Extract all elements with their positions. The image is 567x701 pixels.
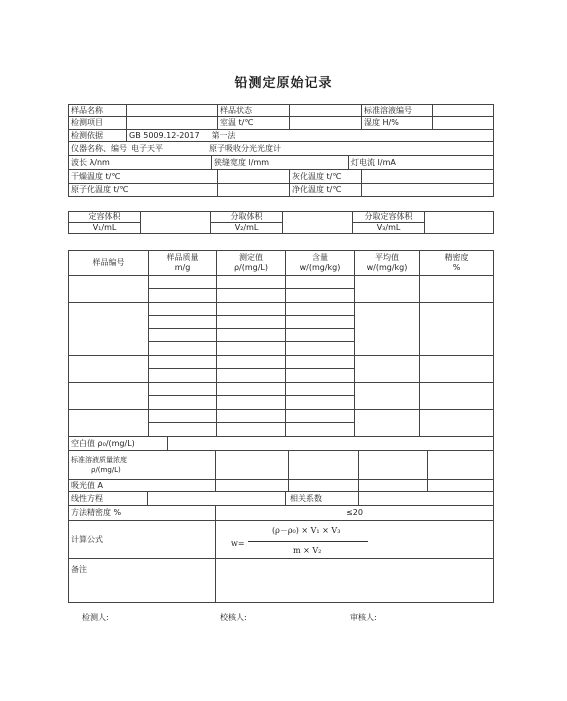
measured-cell[interactable] (217, 316, 286, 329)
sample-status-field[interactable] (290, 105, 362, 117)
precision-cell[interactable] (420, 276, 494, 303)
std-conc-cell[interactable] (216, 451, 289, 479)
absorbance-cell[interactable] (359, 480, 428, 491)
page-title: 铅测定原始记录 (234, 76, 333, 91)
humidity-field[interactable] (433, 117, 494, 130)
mass-cell[interactable] (149, 342, 217, 356)
formula-w: w= (231, 539, 245, 548)
test-item-label: 检测项目 (69, 117, 127, 130)
measured-cell[interactable] (217, 356, 286, 369)
volume-table (68, 211, 494, 234)
measured-cell[interactable] (217, 289, 286, 303)
mass-cell[interactable] (149, 329, 217, 342)
absorbance-row (69, 480, 494, 492)
measured-cell[interactable] (217, 369, 286, 383)
measured-cell[interactable] (217, 410, 286, 423)
mass-cell[interactable] (149, 356, 217, 369)
atom-temp-field[interactable] (218, 184, 290, 197)
slit-width-label: 狭缝宽度 l/mm (212, 156, 349, 169)
mass-cell[interactable] (149, 423, 217, 437)
test-basis-value: GB 5009.12-2017 (129, 130, 200, 140)
sample-no-cell[interactable] (69, 410, 149, 437)
content-cell[interactable] (286, 289, 355, 303)
corr-coef-label: 相关系数 (286, 492, 359, 505)
sample-no-cell[interactable] (69, 383, 149, 410)
std-conc-row (69, 451, 494, 480)
atom-temp-label: 原子化温度 t/℃ (69, 184, 218, 197)
blank-label: 空白值 ρ₀/(mg/L) (69, 437, 168, 450)
content-cell[interactable] (286, 303, 355, 316)
sample-status-label: 样品状态 (218, 105, 290, 117)
method-precision-label: 方法精密度 % (69, 506, 216, 520)
results-table (68, 250, 494, 603)
dry-temp-field[interactable] (218, 170, 290, 184)
v1-field[interactable] (141, 212, 211, 234)
v2-field[interactable] (283, 212, 353, 234)
v1-label: 定容体积 (69, 212, 141, 223)
mass-cell[interactable] (149, 289, 217, 303)
blank-field[interactable] (168, 437, 493, 450)
mass-cell[interactable] (149, 276, 217, 289)
room-temp-field[interactable] (290, 117, 362, 130)
header-measured-value: 测定值 ρ/(mg/L) (217, 251, 286, 276)
absorbance-label: 吸光值 A (69, 480, 216, 491)
humidity-label: 湿度 H/% (362, 117, 433, 130)
content-cell[interactable] (286, 342, 355, 356)
std-conc-cell[interactable] (289, 451, 359, 479)
content-cell[interactable] (286, 383, 355, 396)
precision-cell[interactable] (420, 410, 494, 437)
measured-cell[interactable] (217, 329, 286, 342)
std-conc-cell[interactable] (428, 451, 493, 479)
header-sample-mass: 样品质量 m/g (149, 251, 217, 276)
instrument-value: 电子天平 (131, 143, 163, 153)
test-item-field[interactable] (127, 117, 218, 130)
linear-eq-row (69, 492, 494, 506)
v3-field[interactable] (425, 212, 494, 234)
mass-cell[interactable] (149, 303, 217, 316)
std-conc-label: 标准溶液质量浓度 ρ/(mg/L) (69, 451, 216, 479)
formula-label: 计算公式 (69, 521, 216, 558)
content-cell[interactable] (286, 356, 355, 369)
v2-label: 分取体积 (211, 212, 283, 223)
content-cell[interactable] (286, 410, 355, 423)
measured-cell[interactable] (217, 423, 286, 437)
linear-eq-label: 线性方程 (69, 492, 148, 505)
lamp-current-label: 灯电流 I/mA (351, 157, 396, 167)
test-basis-field[interactable] (127, 130, 494, 142)
wavelength-row (69, 156, 494, 170)
ash-temp-field[interactable] (362, 170, 494, 184)
tester-signature: 检测人: (82, 613, 109, 622)
formula-numerator: (ρ－ρ₀) × V₁ × V₃ (272, 526, 341, 535)
measured-cell[interactable] (217, 342, 286, 356)
content-cell[interactable] (286, 369, 355, 383)
method-precision-row (69, 506, 494, 521)
v1-unit: V₁/mL (69, 223, 141, 234)
average-cell[interactable] (355, 356, 420, 383)
absorbance-cell[interactable] (289, 480, 359, 491)
purge-temp-label: 净化温度 t/℃ (290, 184, 362, 197)
test-basis-label: 检测依据 (69, 130, 127, 142)
room-temp-label: 室温 t/℃ (218, 117, 290, 130)
content-cell[interactable] (286, 316, 355, 329)
v3-label: 分取定容体积 (353, 212, 425, 223)
mass-cell[interactable] (149, 383, 217, 396)
average-cell[interactable] (355, 303, 420, 356)
v3-unit: V₃/mL (353, 223, 425, 234)
content-cell[interactable] (286, 423, 355, 437)
sample-name-label: 样品名称 (69, 105, 127, 117)
measured-cell[interactable] (217, 383, 286, 396)
header-average: 平均值 w/(mg/kg) (355, 251, 420, 276)
mass-cell[interactable] (149, 410, 217, 423)
dry-temp-label: 干燥温度 t/℃ (69, 170, 218, 184)
sample-no-cell[interactable] (69, 276, 149, 303)
mass-cell[interactable] (149, 316, 217, 329)
remarks-row (69, 559, 494, 603)
sample-no-cell[interactable] (69, 303, 149, 356)
mass-cell[interactable] (149, 369, 217, 383)
blank-row (69, 437, 494, 451)
formula-area (216, 521, 493, 558)
measured-cell[interactable] (217, 276, 286, 289)
remarks-label: 备注 (69, 559, 216, 602)
precision-cell[interactable] (420, 383, 494, 410)
average-cell[interactable] (355, 383, 420, 410)
measured-cell[interactable] (217, 303, 286, 316)
instrument-row[interactable] (69, 142, 494, 156)
formula-fraction-bar (248, 541, 368, 542)
sample-name-field[interactable] (127, 105, 218, 117)
mass-cell[interactable] (149, 396, 217, 410)
std-solution-no-field[interactable] (433, 105, 494, 117)
wavelength-label: 波长 λ/nm (69, 156, 212, 169)
absorbance-cell[interactable] (216, 480, 289, 491)
content-cell[interactable] (286, 396, 355, 410)
precision-cell[interactable] (420, 303, 494, 356)
instrument-value-2: 原子吸收分光光度计 (209, 143, 281, 153)
instrument-label: 仪器名称、编号 (71, 143, 127, 153)
average-cell[interactable] (355, 276, 420, 303)
corr-coef-field[interactable] (359, 492, 493, 505)
content-cell[interactable] (286, 276, 355, 289)
header-content: 含量 w/(mg/kg) (286, 251, 355, 276)
std-conc-cell[interactable] (359, 451, 428, 479)
std-solution-no-label: 标准溶液编号 (362, 105, 433, 117)
test-basis-method: 第一法 (211, 130, 236, 140)
purge-temp-field[interactable] (362, 184, 494, 197)
average-cell[interactable] (355, 410, 420, 437)
formula-denominator: m × V₂ (293, 546, 322, 555)
v2-unit: V₂/mL (211, 223, 283, 234)
absorbance-cell[interactable] (428, 480, 493, 491)
ash-temp-label: 灰化温度 t/℃ (290, 170, 362, 184)
reviewer-signature: 审核人: (350, 613, 377, 622)
method-precision-value: ≤20 (346, 508, 363, 517)
checker-signature: 校核人: (220, 613, 247, 622)
remarks-field[interactable] (216, 559, 493, 602)
sample-no-cell[interactable] (69, 356, 149, 383)
linear-eq-field[interactable] (148, 492, 286, 505)
header-sample-no: 样品编号 (69, 251, 149, 276)
info-table (68, 104, 494, 197)
measured-cell[interactable] (217, 396, 286, 410)
precision-cell[interactable] (420, 356, 494, 383)
content-cell[interactable] (286, 329, 355, 342)
header-precision: 精密度 % (420, 251, 494, 276)
